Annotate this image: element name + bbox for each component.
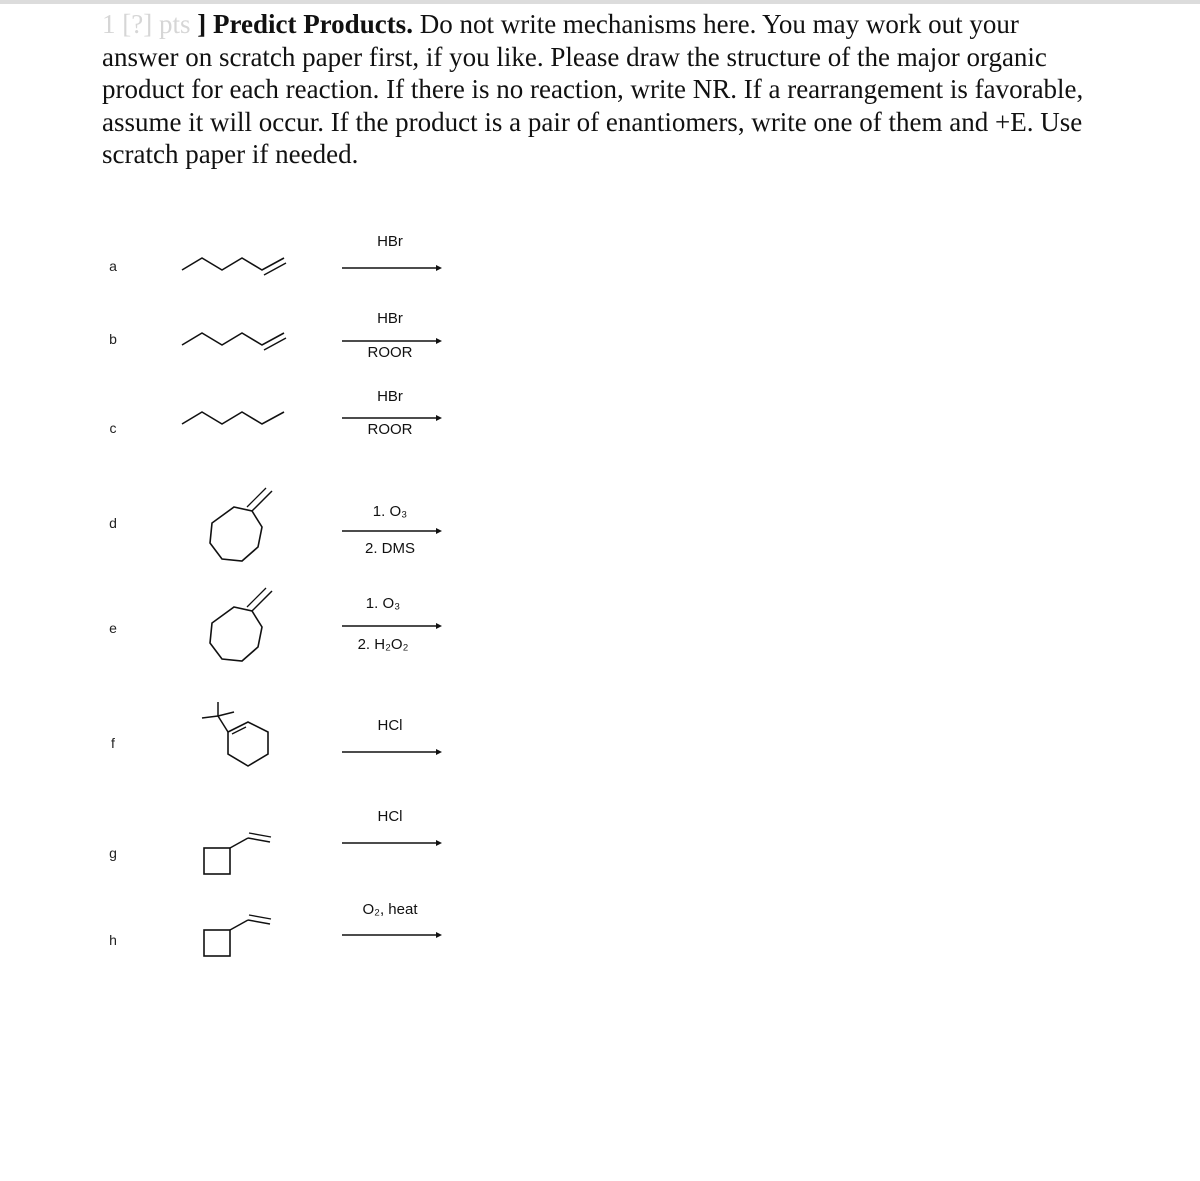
reaction-arrow-a <box>340 262 444 274</box>
reactant-c-alkane-structure <box>176 402 306 438</box>
reagent-d-bottom: 2. DMS <box>364 540 415 557</box>
row-label-a: a <box>109 258 117 274</box>
reactant-b-alkene-structure <box>176 323 306 359</box>
reactant-f-cyclohexene-structure <box>198 698 283 780</box>
row-label-h: h <box>109 932 117 948</box>
reaction-arrow-d <box>340 525 444 537</box>
reagent-e-bottom: 2. H₂O₂ <box>357 636 409 653</box>
reagent-e-top: 1. O₃ <box>365 595 401 612</box>
row-label-g: g <box>109 845 117 861</box>
reactant-h-vinylcyclobutane-structure <box>196 908 276 968</box>
reagent-g-top: HCl <box>377 808 403 825</box>
reagent-c-bottom: ROOR <box>367 421 413 438</box>
reagent-f-top: HCl <box>377 717 403 734</box>
reagent-a-top: HBr <box>377 233 403 250</box>
reactant-a-alkene-structure <box>176 248 306 284</box>
reagent-b-bottom: ROOR <box>367 344 413 361</box>
reactant-d-cycloalkene-structure <box>200 485 280 570</box>
reagent-h-top: O₂, heat <box>362 901 418 918</box>
reagent-b-top: HBr <box>377 310 403 327</box>
question-title: ] Predict Products. <box>197 9 413 39</box>
row-label-c: c <box>109 420 117 436</box>
reaction-arrow-g <box>340 837 444 849</box>
question-instructions <box>102 8 1102 171</box>
reactant-e-cycloalkene-structure <box>200 585 280 670</box>
reaction-arrow-c <box>340 412 444 424</box>
reactant-g-vinylcyclobutane-structure <box>196 820 276 880</box>
question-body: Do not write mechanisms here. You may work out your answer on scratch paper first, if you like. Please draw the structure of the major organic product for each reaction. If there is no reaction, write NR. If a rearrangement is favorable, assume it will occur. If the product is a pair of enantiomers, write one of them and +E. Use scratch paper if needed. <box>102 9 1084 169</box>
top-rule <box>0 0 1200 4</box>
row-label-f: f <box>111 735 115 751</box>
reaction-arrow-f <box>340 746 444 758</box>
faded-question-number: 1 [?] pts <box>102 9 198 39</box>
reagent-d-top: 1. O₃ <box>372 503 408 520</box>
row-label-b: b <box>109 331 117 347</box>
row-label-e: e <box>109 620 117 636</box>
reaction-arrow-b <box>340 335 444 347</box>
reaction-arrow-e <box>340 620 444 632</box>
reaction-arrow-h <box>340 929 444 941</box>
row-label-d: d <box>109 515 117 531</box>
reagent-c-top: HBr <box>377 388 403 405</box>
